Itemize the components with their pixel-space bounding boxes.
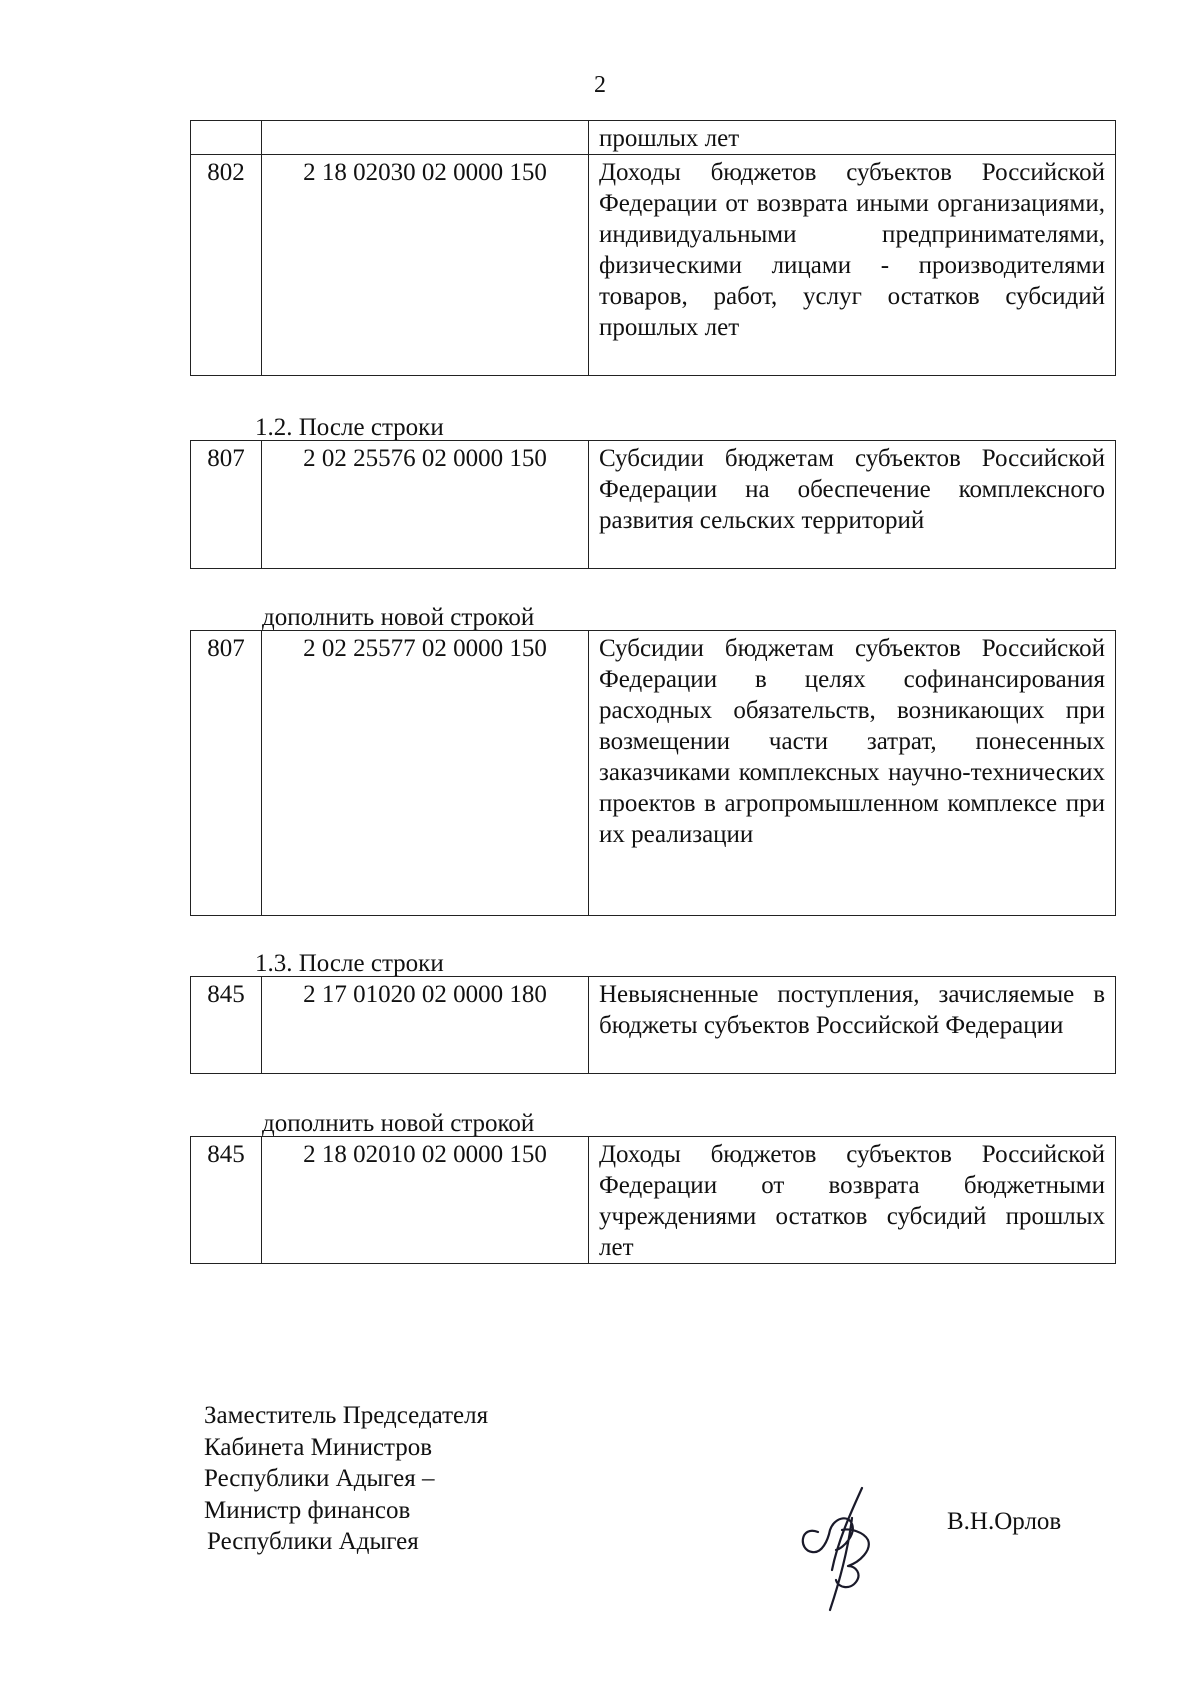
admin-code-cell: 807 bbox=[191, 441, 262, 569]
table-row bbox=[191, 977, 1116, 1074]
signatory-title-line: Заместитель Председателя bbox=[204, 1402, 489, 1429]
page-number: 2 bbox=[594, 72, 606, 98]
add-new-row-label-1-2: дополнить новой строкой bbox=[262, 604, 535, 631]
table-continuation bbox=[190, 120, 1116, 376]
handwritten-signature bbox=[790, 1470, 900, 1620]
revenue-name-cell: Субсидии бюджетам субъектов Российской Федерации на обеспечение комплексного развития сельских территорий bbox=[589, 441, 1116, 569]
table-row-fragment bbox=[191, 121, 1116, 155]
add-new-row-label-1-3: дополнить новой строкой bbox=[262, 1110, 535, 1137]
kbk-code-cell: 2 18 02010 02 0000 150 bbox=[262, 1137, 589, 1264]
kbk-code-cell bbox=[262, 121, 589, 155]
revenue-name-cell: прошлых лет bbox=[589, 121, 1116, 155]
admin-code-cell: 807 bbox=[191, 631, 262, 916]
table-row bbox=[191, 441, 1116, 569]
signatory-title-line: Кабинета Министров bbox=[204, 1433, 433, 1461]
signatory-title-line: Республики Адыгея bbox=[207, 1528, 419, 1555]
table-1-2-after bbox=[190, 440, 1116, 569]
table-row-802 bbox=[191, 155, 1116, 376]
section-heading-1-2: 1.2. После строки bbox=[255, 414, 444, 441]
revenue-name-cell: Невыясненные поступления, зачисляемые в бюджеты субъектов Российской Федерации bbox=[589, 977, 1116, 1074]
kbk-code-cell: 2 18 02030 02 0000 150 bbox=[262, 155, 589, 376]
revenue-name-cell: Доходы бюджетов субъектов Российской Федерации от возврата иными организациями, индивидуальными предпринимателями, физическими лицами - производителями товаров, работ, услуг остатков субсидий прошлых лет bbox=[589, 155, 1116, 376]
table-1-2-new bbox=[190, 630, 1116, 916]
table-row bbox=[191, 1137, 1116, 1264]
kbk-code-cell: 2 17 01020 02 0000 180 bbox=[262, 977, 589, 1074]
admin-code-cell bbox=[191, 121, 262, 155]
signatory-title-line: Министр финансов bbox=[204, 1496, 411, 1524]
admin-code-cell: 845 bbox=[191, 977, 262, 1074]
admin-code-cell: 802 bbox=[191, 155, 262, 376]
kbk-code-cell: 2 02 25576 02 0000 150 bbox=[262, 441, 589, 569]
section-heading-1-3: 1.3. После строки bbox=[255, 950, 444, 977]
admin-code-cell: 845 bbox=[191, 1137, 262, 1264]
revenue-name-cell: Доходы бюджетов субъектов Российской Федерации от возврата бюджетными учреждениями остатков субсидий прошлых лет bbox=[589, 1137, 1116, 1264]
signer-name: В.Н.Орлов bbox=[947, 1508, 1062, 1535]
kbk-code-cell: 2 02 25577 02 0000 150 bbox=[262, 631, 589, 916]
revenue-name-cell: Субсидии бюджетам субъектов Российской Федерации в целях софинансирования расходных обязательств, возникающих при возмещении части затрат, понесенных заказчиками комплексных научно-технических проектов в агропромышленном комплексе при их реализации bbox=[589, 631, 1116, 916]
signatory-title bbox=[204, 1400, 488, 1558]
table-1-3-after bbox=[190, 976, 1116, 1074]
signatory-title-line: Республики Адыгея – bbox=[204, 1465, 435, 1492]
table-row bbox=[191, 631, 1116, 916]
table-1-3-new bbox=[190, 1136, 1116, 1264]
